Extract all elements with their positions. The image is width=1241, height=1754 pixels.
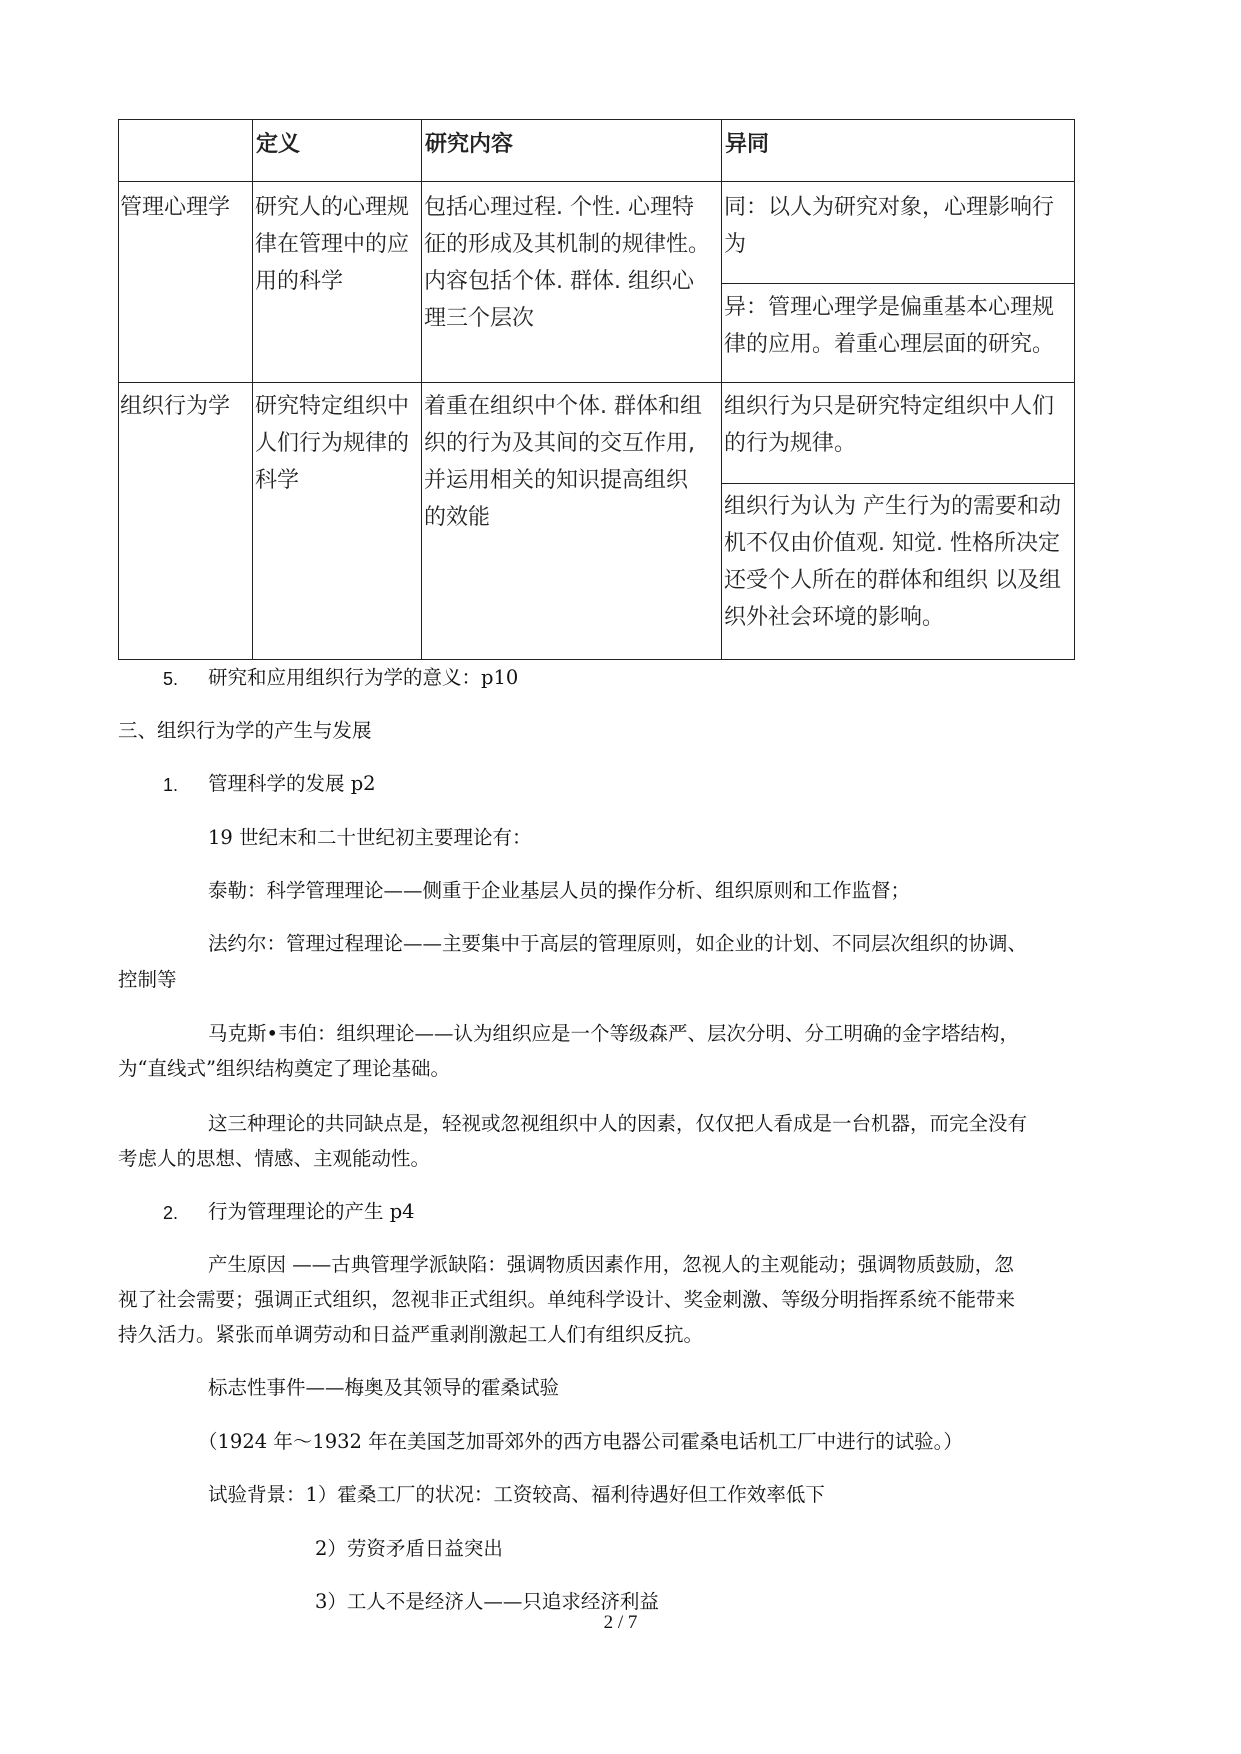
list-item-text: 行为管理理论的产生 p4 <box>208 1200 415 1223</box>
paragraph: 19 世纪末和二十世纪初主要理论有： <box>208 826 532 849</box>
list-number: 2. <box>163 1203 179 1223</box>
paragraph: 泰勒：科学管理理论——侧重于企业基层人员的操作分析、组织原则和工作监督； <box>208 879 911 902</box>
list-item-text: 研究和应用组织行为学的意义：p10 <box>208 666 519 689</box>
paragraph: 马克斯•韦伯：组织理论——认为组织应是一个等级森严、层次分明、分工明确的金字塔结构， <box>208 1022 1020 1045</box>
paragraph: 2）劳资矛盾日益突出 <box>315 1537 503 1560</box>
paragraph: 法约尔：管理过程理论——主要集中于高层的管理原则，如企业的计划、不同层次组织的协调、 <box>208 932 1028 955</box>
table-col-divider <box>421 120 422 659</box>
header-similarity-difference: 异同 <box>725 132 770 157</box>
row1-definition: 研究人的心理规 律在管理中的应 用的科学 <box>255 195 410 294</box>
comparison-table <box>118 119 1075 660</box>
paragraph: 产生原因 ——古典管理学派缺陷：强调物质因素作用，忽视人的主观能动；强调物质鼓励，忽 <box>208 1253 1014 1276</box>
table-row-divider <box>119 382 1074 383</box>
list-number: 5. <box>163 669 179 689</box>
row2-difference: 组织行为认为 产生行为的需要和动 机不仅由价值观. 知觉. 性格所决定 还受个人所在的群体和组织 以及组 织外社会环境的影响。 <box>724 494 1061 630</box>
paragraph: 3）工人不是经济人——只追求经济利益 <box>315 1590 659 1613</box>
section-heading: 三、组织行为学的产生与发展 <box>118 719 372 742</box>
row-name-organizational-behavior: 组织行为学 <box>120 394 231 419</box>
table-col-divider <box>252 120 253 659</box>
row-name-management-psychology: 管理心理学 <box>120 195 231 220</box>
table-row-divider <box>119 181 1074 182</box>
row2-similarity: 组织行为只是研究特定组织中人们 的行为规律。 <box>724 394 1055 456</box>
table-subrow-divider <box>721 283 1074 284</box>
paragraph-continued: 视了社会需要；强调正式组织，忽视非正式组织。单纯科学设计、奖金刺激、等级分明指挥系统不能带来 <box>118 1288 1016 1311</box>
paragraph: （1924 年～1932 年在美国芝加哥郊外的西方电器公司霍桑电话机工厂中进行的试验。） <box>198 1430 963 1453</box>
row1-difference: 异：管理心理学是偏重基本心理规 律的应用。着重心理层面的研究。 <box>724 295 1055 357</box>
row2-content: 着重在组织中个体. 群体和组 织的行为及其间的交互作用, 并运用相关的知识提高组织 的效能 <box>424 394 702 530</box>
row1-content: 包括心理过程. 个性. 心理特 征的形成及其机制的规律性。 内容包括个体. 群体. 组织心 理三个层次 <box>424 195 711 331</box>
paragraph: 试验背景：1）霍桑工厂的状况：工资较高、福利待遇好但工作效率低下 <box>208 1483 825 1506</box>
list-number: 1. <box>163 775 179 795</box>
table-subrow-divider <box>721 483 1074 484</box>
header-definition: 定义 <box>256 132 301 157</box>
row2-definition: 研究特定组织中 人们行为规律的 科学 <box>255 394 410 493</box>
list-item-text: 管理科学的发展 p2 <box>208 772 376 795</box>
paragraph-continued: 为“直线式”组织结构奠定了理论基础。 <box>118 1057 450 1080</box>
paragraph: 标志性事件——梅奥及其领导的霍桑试验 <box>208 1376 560 1399</box>
paragraph-continued: 考虑人的思想、情感、主观能动性。 <box>118 1147 431 1170</box>
page-number: 2 / 7 <box>603 1612 638 1633</box>
paragraph-continued: 持久活力。紧张而单调劳动和日益严重剥削激起工人们有组织反抗。 <box>118 1323 704 1346</box>
paragraph: 这三种理论的共同缺点是，轻视或忽视组织中人的因素，仅仅把人看成是一台机器，而完全没有 <box>208 1112 1028 1135</box>
paragraph-continued: 控制等 <box>118 968 177 991</box>
row1-similarity: 同：以人为研究对象，心理影响行 为 <box>724 195 1055 257</box>
header-content: 研究内容 <box>425 132 514 157</box>
